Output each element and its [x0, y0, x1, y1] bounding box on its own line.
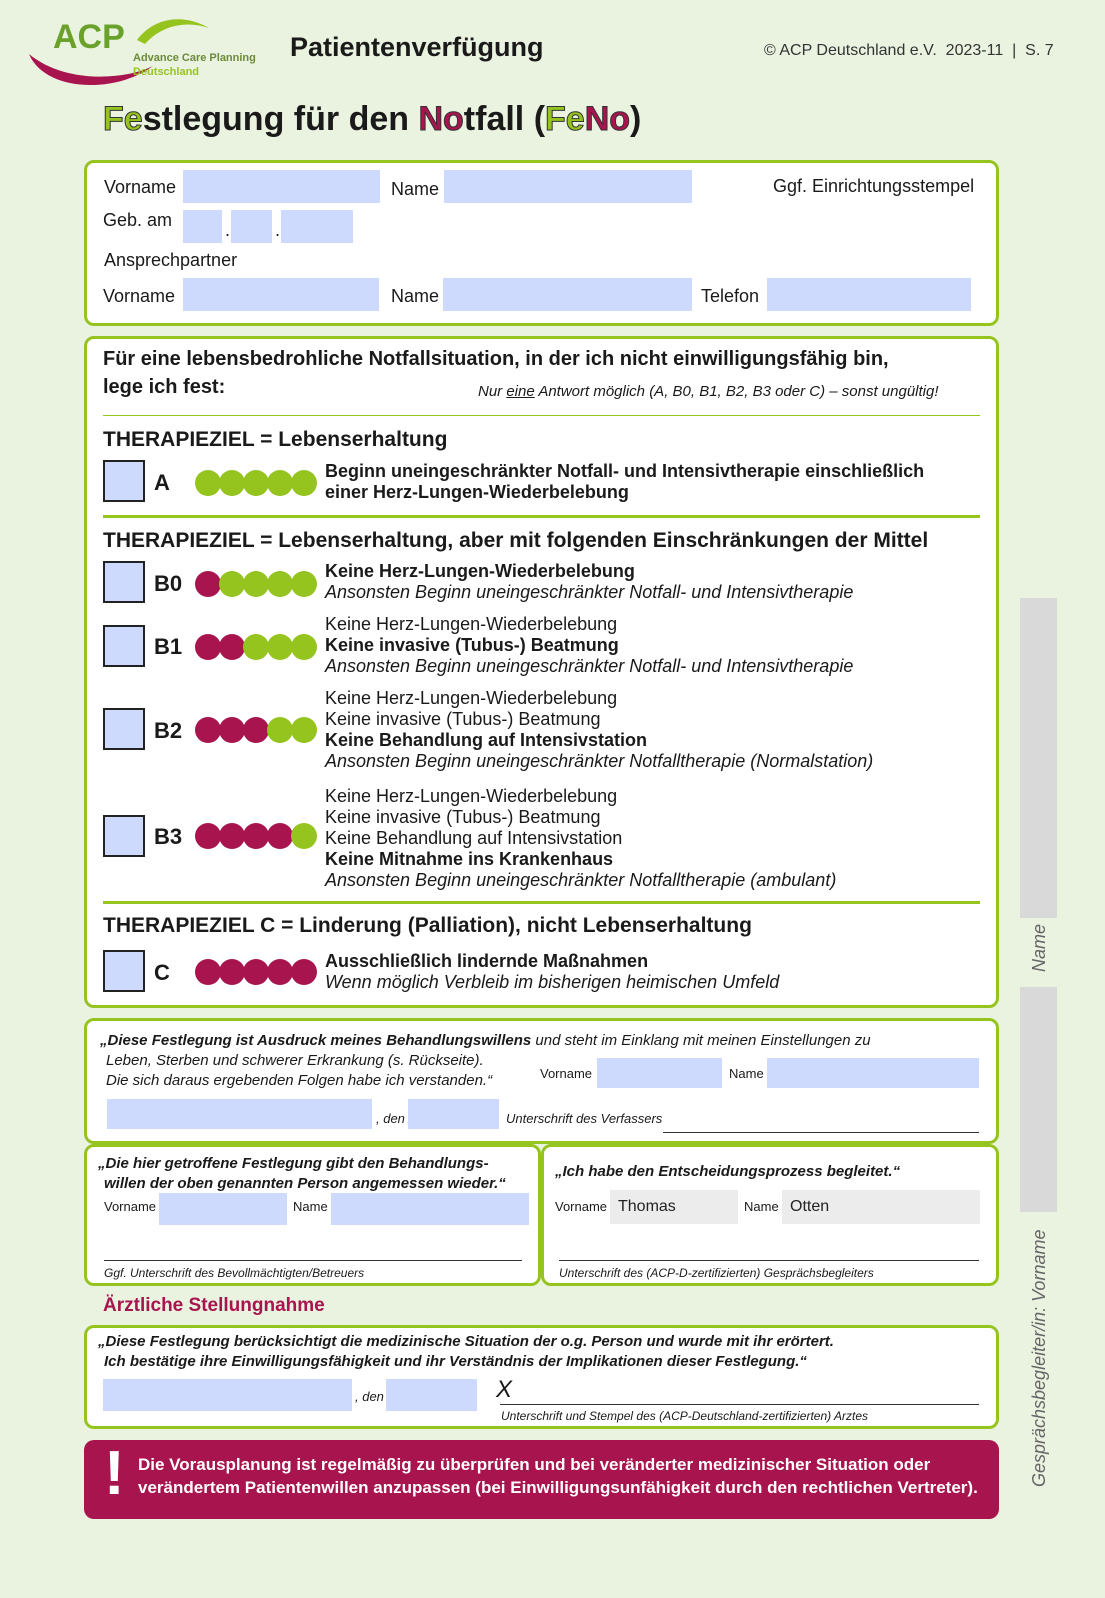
author-vorname-field[interactable]: [597, 1058, 722, 1088]
telefon-field[interactable]: [767, 278, 971, 311]
intro-line-2: lege ich fest:: [103, 376, 226, 398]
proxy-name-label: Name: [293, 1199, 328, 1214]
warning-line-1: Die Vorausplanung ist regelmäßig zu überprüfen und bei veränderter medizinischer Situation oder: [138, 1455, 931, 1474]
option-a-line-2: einer Herz-Lungen-Wiederbelebung: [325, 482, 629, 502]
doctor-quote-line-2: Ich bestätige ihre Einwilligungsfähigkeit und ihr Verständnis der Implikationen dieser Festlegung.“: [104, 1353, 807, 1370]
birth-dot-2: .: [275, 220, 281, 240]
green-dot-icon: [267, 717, 293, 743]
option-c-line-2: Wenn möglich Verbleib im bisherigen heimischen Umfeld: [325, 972, 780, 992]
facilitator-vorname-label: Vorname: [555, 1199, 608, 1214]
red-dot-icon: [243, 717, 269, 743]
proxy-quote: [98, 1154, 506, 1194]
acp-logo: [25, 14, 270, 90]
option-a-line-1: Beginn uneingeschränkter Notfall- und Intensivtherapie einschließlich: [325, 461, 925, 481]
red-dot-icon: [267, 959, 293, 985]
option-b1-line-2: Keine invasive (Tubus-) Beatmung: [325, 635, 619, 655]
red-dot-icon: [243, 823, 269, 849]
green-dot-icon: [291, 717, 317, 743]
goal-a-title: THERAPIEZIEL = Lebenserhaltung: [103, 428, 448, 451]
doctor-quote: [98, 1332, 834, 1372]
option-b0-line-1: Keine Herz-Lungen-Wiederbelebung: [325, 561, 635, 581]
geb-label: Geb. am: [103, 210, 173, 230]
note-em: eine: [506, 383, 535, 400]
vorname-field[interactable]: [183, 170, 380, 203]
note-pre: Nur: [478, 383, 507, 400]
side-name-strip[interactable]: [1020, 598, 1057, 918]
name-field[interactable]: [444, 170, 692, 203]
option-b2-line-2: Keine invasive (Tubus-) Beatmung: [325, 709, 601, 729]
single-answer-note: [478, 383, 939, 400]
green-dot-icon: [291, 634, 317, 660]
green-dot-icon: [219, 571, 245, 597]
doctor-date-field[interactable]: [386, 1379, 477, 1411]
proxy-vorname-field[interactable]: [159, 1193, 287, 1225]
option-c-dots: [195, 959, 315, 985]
author-name-label: Name: [729, 1066, 764, 1081]
red-dot-icon: [195, 823, 221, 849]
doctor-sign-label: Unterschrift und Stempel des (ACP-Deutschland-zertifizierten) Arztes: [501, 1409, 869, 1423]
option-b3-line-5: Ansonsten Beginn uneingeschränkter Notfalltherapie (ambulant): [325, 870, 837, 890]
author-quote: [100, 1031, 871, 1091]
option-c-line-1: Ausschließlich lindernde Maßnahmen: [325, 951, 649, 971]
doctor-heading: Ärztliche Stellungnahme: [103, 1295, 325, 1316]
doctor-den-label: , den: [355, 1389, 384, 1404]
contact-vorname-field[interactable]: [183, 278, 379, 311]
option-b2-text: [325, 688, 873, 772]
green-dot-icon: [291, 571, 317, 597]
contact-vorname-label: Vorname: [103, 286, 176, 306]
intro-line-1: Für eine lebensbedrohliche Notfallsituation, in der ich nicht einwilligungsfähig bin,: [103, 348, 889, 370]
option-c-text: [325, 951, 779, 993]
author-quote-line-2: Leben, Sterben und schwerer Erkrankung (s. Rückseite).: [106, 1052, 484, 1069]
author-quote-rest: und steht im Einklang mit meinen Einstellungen zu: [531, 1032, 871, 1049]
warning-text: [138, 1453, 978, 1499]
logo-text: ACP: [53, 18, 125, 56]
title-fe: Fe: [103, 100, 143, 138]
vorname-label: Vorname: [104, 177, 177, 197]
red-dot-icon: [195, 634, 221, 660]
option-b1-text: [325, 614, 853, 677]
option-b3-line-1: Keine Herz-Lungen-Wiederbelebung: [325, 786, 618, 806]
option-b2-checkbox[interactable]: [103, 708, 145, 750]
red-dot-icon: [267, 823, 293, 849]
proxy-name-field[interactable]: [331, 1193, 529, 1225]
side-companion-strip[interactable]: [1020, 987, 1057, 1212]
green-dot-icon: [243, 470, 269, 496]
note-post: Antwort möglich (A, B0, B1, B2, B3 oder C) – sonst ungültig!: [534, 383, 939, 400]
option-b1-dots: [195, 634, 315, 660]
facilitator-sign-label: Unterschrift des (ACP-D-zertifizierten) Gesprächsbegleiters: [559, 1266, 874, 1280]
green-dot-icon: [291, 823, 317, 849]
green-dot-icon: [243, 634, 269, 660]
red-dot-icon: [219, 959, 245, 985]
contact-name-field[interactable]: [443, 278, 692, 311]
option-a-letter: A: [154, 470, 170, 495]
author-date-field[interactable]: [408, 1099, 499, 1129]
author-signature-line[interactable]: [663, 1132, 979, 1133]
option-b2-line-1: Keine Herz-Lungen-Wiederbelebung: [325, 688, 618, 708]
warning-line-2: verändertem Patientenwillen anzupassen (bei Einwilligungsunfähigkeit durch den rechtlichen Vertreter).: [138, 1478, 978, 1497]
green-dot-icon: [267, 634, 293, 660]
proxy-vorname-label: Vorname: [104, 1199, 157, 1214]
red-dot-icon: [195, 959, 221, 985]
logo-sub2: Deutschland: [133, 66, 200, 78]
option-b3-text: [325, 786, 836, 891]
proxy-quote-line-1: „Die hier getroffene Festlegung gibt den Behandlungs-: [98, 1155, 489, 1172]
red-dot-icon: [195, 571, 221, 597]
birth-year-field[interactable]: [281, 210, 353, 243]
option-b0-dots: [195, 571, 315, 597]
facilitator-name-value: Otten: [790, 1198, 830, 1215]
green-dot-icon: [195, 470, 221, 496]
option-a-text: [325, 461, 924, 503]
red-dot-icon: [243, 959, 269, 985]
green-dot-icon: [267, 571, 293, 597]
goal-c-title: THERAPIEZIEL C = Linderung (Palliation), nicht Lebenserhaltung: [103, 914, 752, 937]
doctor-x-mark: X: [496, 1376, 513, 1403]
option-b0-letter: B0: [154, 571, 183, 596]
title-part2: tfall (: [463, 100, 546, 138]
green-dot-icon: [219, 470, 245, 496]
author-place-field[interactable]: [107, 1099, 372, 1129]
title-fe2: Fe: [545, 100, 585, 138]
red-dot-icon: [219, 717, 245, 743]
proxy-sign-label: Ggf. Unterschrift des Bevollmächtigten/Betreuers: [104, 1266, 365, 1280]
option-c-letter: C: [154, 960, 170, 985]
divider-green-1: [103, 515, 980, 518]
option-b0-line-2: Ansonsten Beginn uneingeschränkter Notfall- und Intensivtherapie: [325, 582, 854, 602]
red-dot-icon: [219, 634, 245, 660]
stamp-label: Ggf. Einrichtungsstempel: [773, 176, 975, 196]
green-dot-icon: [243, 571, 269, 597]
option-b1-checkbox[interactable]: [103, 625, 145, 667]
contact-name-label: Name: [391, 286, 440, 306]
red-dot-icon: [291, 959, 317, 985]
doctor-quote-line-1: „Diese Festlegung berücksichtigt die medizinische Situation der o.g. Person und wurde mit ihr erörtert.: [98, 1333, 834, 1350]
option-b3-letter: B3: [154, 824, 183, 849]
title-part1: stlegung für den: [142, 100, 419, 138]
birth-month-field[interactable]: [231, 210, 272, 243]
red-dot-icon: [219, 823, 245, 849]
option-b0-text: [325, 561, 853, 603]
proxy-quote-line-2: willen der oben genannten Person angemessen wieder.“: [104, 1175, 506, 1192]
option-a-checkbox[interactable]: [103, 460, 145, 502]
title-end: ): [630, 100, 642, 138]
option-b2-letter: B2: [154, 718, 183, 743]
facilitator-name-label: Name: [744, 1199, 779, 1214]
contact-label: Ansprechpartner: [104, 250, 238, 270]
side-name-label: Name: [1029, 923, 1049, 972]
option-b3-dots: [195, 823, 315, 849]
author-quote-line-3: Die sich daraus ergebenden Folgen habe ich verstanden.“: [106, 1072, 493, 1089]
page-title: [103, 100, 641, 139]
side-companion-label: Gesprächsbegleiter/in: Vorname: [1029, 1229, 1049, 1487]
option-b2-line-3: Keine Behandlung auf Intensivstation: [325, 730, 648, 750]
doctor-place-field[interactable]: [103, 1379, 352, 1411]
author-sign-label: Unterschrift des Verfassers: [506, 1111, 663, 1126]
green-dot-icon: [267, 470, 293, 496]
telefon-label: Telefon: [701, 286, 760, 306]
proxy-signature-line[interactable]: [104, 1260, 522, 1261]
option-b0-checkbox[interactable]: [103, 561, 145, 603]
birth-dot-1: .: [225, 220, 231, 240]
title-no2: No: [584, 100, 631, 138]
logo-sub1: Advance Care Planning: [133, 52, 256, 64]
author-den-label: , den: [376, 1111, 405, 1126]
divider-green-2: [103, 901, 980, 904]
option-b2-line-4: Ansonsten Beginn uneingeschränkter Notfalltherapie (Normalstation): [325, 751, 874, 771]
green-dot-icon: [291, 470, 317, 496]
option-b2-dots: [195, 717, 315, 743]
option-b1-line-1: Keine Herz-Lungen-Wiederbelebung: [325, 614, 618, 634]
option-c-checkbox[interactable]: [103, 950, 145, 992]
divider-thin: [103, 415, 980, 416]
option-a-dots: [195, 470, 315, 496]
author-name-field[interactable]: [767, 1058, 979, 1088]
author-vorname-label: Vorname: [540, 1066, 593, 1081]
option-b1-letter: B1: [154, 634, 183, 659]
facilitator-name-field[interactable]: [782, 1190, 980, 1224]
option-b3-checkbox[interactable]: [103, 815, 145, 857]
doc-title: Patientenverfügung: [290, 32, 544, 62]
facilitator-vorname-value: Thomas: [618, 1198, 676, 1215]
option-b3-line-2: Keine invasive (Tubus-) Beatmung: [325, 807, 601, 827]
facilitator-vorname-field[interactable]: [610, 1190, 738, 1224]
facilitator-signature-line[interactable]: [559, 1260, 979, 1261]
option-b1-line-3: Ansonsten Beginn uneingeschränkter Notfall- und Intensivtherapie: [325, 656, 854, 676]
option-b3-line-4: Keine Mitnahme ins Krankenhaus: [325, 849, 614, 869]
goal-b-title: THERAPIEZIEL = Lebenserhaltung, aber mit folgenden Einschränkungen der Mittel: [103, 529, 929, 552]
doctor-signature-line[interactable]: [500, 1404, 979, 1405]
name-label: Name: [391, 179, 440, 199]
title-no: No: [418, 100, 464, 138]
author-quote-bold: „Diese Festlegung ist Ausdruck meines Behandlungswillens: [100, 1032, 532, 1049]
birth-day-field[interactable]: [183, 210, 222, 243]
warning-icon: !: [104, 1439, 125, 1508]
facilitator-quote: „Ich habe den Entscheidungsprozess begleitet.“: [555, 1163, 901, 1180]
red-dot-icon: [195, 717, 221, 743]
option-b3-line-3: Keine Behandlung auf Intensivstation: [325, 828, 623, 848]
copyright: © ACP Deutschland e.V. 2023-11 | S. 7: [764, 42, 1054, 59]
